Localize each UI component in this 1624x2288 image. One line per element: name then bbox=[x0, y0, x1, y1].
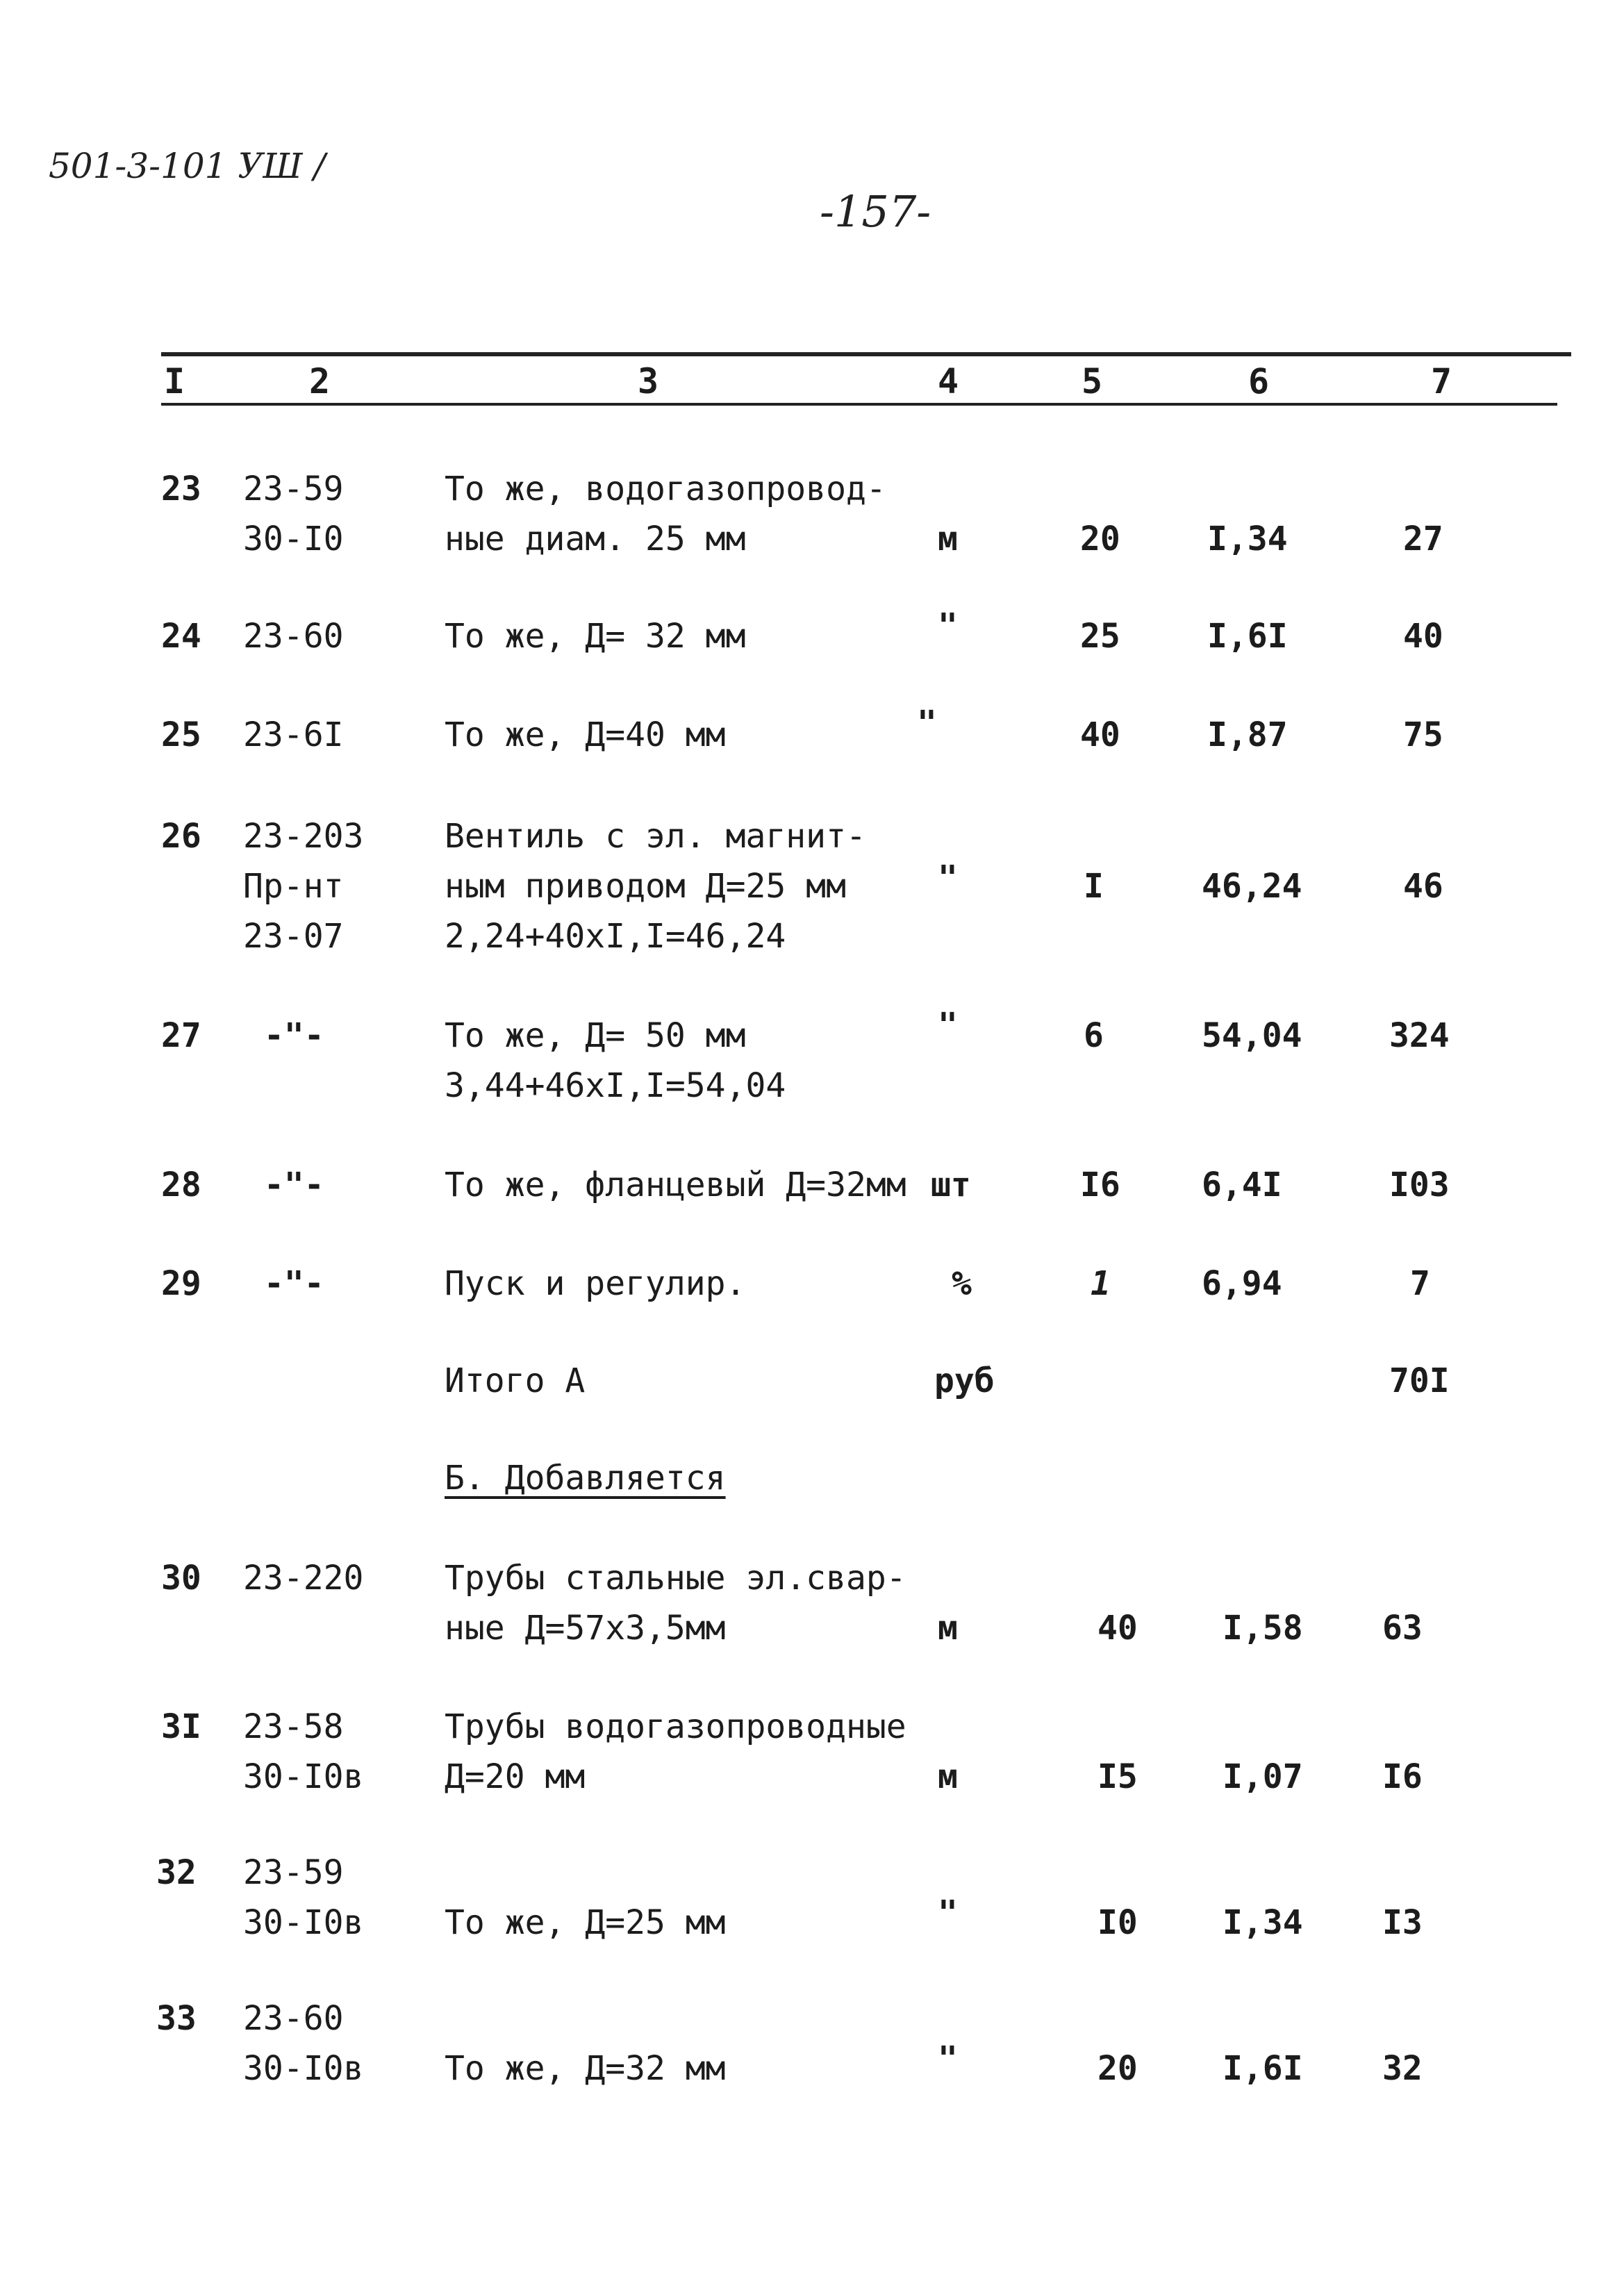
row-number: 28 bbox=[161, 1166, 201, 1204]
row-code: -"- bbox=[264, 1166, 324, 1204]
row-code: 23-59 bbox=[243, 470, 344, 508]
row-description: Д=20 мм bbox=[445, 1757, 586, 1796]
row-unit: " bbox=[938, 1893, 958, 1932]
row-code: 23-59 bbox=[243, 1853, 344, 1892]
row-total: 27 bbox=[1403, 520, 1443, 558]
row-description: ные диам. 25 мм bbox=[445, 520, 746, 558]
row-total: 7 bbox=[1410, 1264, 1430, 1303]
row-unit-price: I,07 bbox=[1223, 1757, 1303, 1796]
row-code: 30-I0в bbox=[243, 1903, 364, 1942]
row-number: 30 bbox=[161, 1559, 201, 1598]
row-unit-price: I,34 bbox=[1223, 1903, 1303, 1942]
row-unit-price: 46,24 bbox=[1202, 867, 1302, 906]
row-total: 46 bbox=[1403, 867, 1443, 906]
row-code: 30-I0 bbox=[243, 520, 344, 558]
row-total: 75 bbox=[1403, 715, 1443, 754]
row-quantity: 6 bbox=[1084, 1016, 1104, 1055]
row-quantity: 40 bbox=[1097, 1609, 1138, 1648]
row-description: То же, Д=40 мм bbox=[445, 715, 726, 754]
row-description: То же, Д=32 мм bbox=[445, 2049, 726, 2088]
row-total: 32 bbox=[1382, 2049, 1423, 2088]
row-code: 30-I0в bbox=[243, 1757, 364, 1796]
row-quantity: 20 bbox=[1097, 2049, 1138, 2088]
row-quantity: 20 bbox=[1080, 520, 1120, 558]
row-code: 23-07 bbox=[243, 917, 344, 956]
row-number: 3I bbox=[161, 1707, 201, 1746]
row-code: 23-203 bbox=[243, 817, 364, 856]
column-header-3: 3 bbox=[638, 361, 659, 401]
row-number: 27 bbox=[161, 1016, 201, 1055]
row-total: 324 bbox=[1389, 1016, 1450, 1055]
row-total: I6 bbox=[1382, 1757, 1423, 1796]
row-code: 30-I0в bbox=[243, 2049, 364, 2088]
row-description: Трубы стальные эл.свар- bbox=[445, 1559, 906, 1598]
subtotal-label: Итого А bbox=[445, 1361, 586, 1400]
row-quantity: 1 bbox=[1091, 1264, 1111, 1303]
row-number: 23 bbox=[161, 470, 201, 508]
row-unit-price: I,58 bbox=[1223, 1609, 1303, 1648]
row-number: 25 bbox=[161, 715, 201, 754]
row-unit-price: 6,4I bbox=[1202, 1166, 1282, 1204]
column-header-1: I bbox=[164, 361, 185, 401]
row-description: 2,24+40хI,I=46,24 bbox=[445, 917, 786, 956]
subtotal-unit: руб bbox=[934, 1361, 995, 1400]
row-description: ным приводом Д=25 мм bbox=[445, 867, 846, 906]
row-total: I3 bbox=[1382, 1903, 1423, 1942]
row-unit: % bbox=[952, 1264, 972, 1303]
row-number: 33 bbox=[156, 1999, 197, 2038]
document-code: 501-3-101 УШ / bbox=[49, 146, 326, 186]
row-description: То же, Д= 32 мм bbox=[445, 617, 746, 656]
row-quantity: I0 bbox=[1097, 1903, 1138, 1942]
row-unit-price: I,87 bbox=[1207, 715, 1288, 754]
row-unit: шт bbox=[931, 1166, 971, 1204]
row-description: То же, водогазопровод- bbox=[445, 470, 886, 508]
row-unit: " bbox=[938, 1006, 958, 1045]
row-code: 23-6I bbox=[243, 715, 344, 754]
row-total: 63 bbox=[1382, 1609, 1423, 1648]
row-description: Трубы водогазопроводные bbox=[445, 1707, 906, 1746]
row-description: Вентиль с эл. магнит- bbox=[445, 817, 866, 856]
row-description: Пуск и регулир. bbox=[445, 1264, 746, 1303]
row-description: ные Д=57х3,5мм bbox=[445, 1609, 726, 1648]
row-total: I03 bbox=[1389, 1166, 1450, 1204]
row-description: 3,44+46хI,I=54,04 bbox=[445, 1066, 786, 1105]
row-description: То же, Д= 50 мм bbox=[445, 1016, 746, 1055]
row-unit-price: I,6I bbox=[1223, 2049, 1303, 2088]
row-unit-price: 54,04 bbox=[1202, 1016, 1302, 1055]
row-unit: " bbox=[938, 859, 958, 897]
row-quantity: I6 bbox=[1080, 1166, 1120, 1204]
row-unit: " bbox=[938, 606, 958, 645]
row-unit: м bbox=[938, 1757, 958, 1796]
row-code: 23-60 bbox=[243, 617, 344, 656]
column-header-7: 7 bbox=[1431, 361, 1452, 401]
row-quantity: I5 bbox=[1097, 1757, 1138, 1796]
row-unit-price: I,34 bbox=[1207, 520, 1288, 558]
row-quantity: 25 bbox=[1080, 617, 1120, 656]
row-unit-price: I,6I bbox=[1207, 617, 1288, 656]
row-code: Пр-нт bbox=[243, 867, 344, 906]
row-total: 40 bbox=[1403, 617, 1443, 656]
column-header-4: 4 bbox=[938, 361, 959, 401]
table-top-rule bbox=[161, 352, 1571, 356]
row-description: То же, фланцевый Д=32мм bbox=[445, 1166, 906, 1204]
table-header-rule bbox=[161, 403, 1557, 406]
row-quantity: 40 bbox=[1080, 715, 1120, 754]
subtotal-total: 70I bbox=[1389, 1361, 1450, 1400]
row-code: 23-220 bbox=[243, 1559, 364, 1598]
row-code: -"- bbox=[264, 1016, 324, 1055]
row-number: 29 bbox=[161, 1264, 201, 1303]
row-code: -"- bbox=[264, 1264, 324, 1303]
row-unit: " bbox=[938, 2039, 958, 2078]
row-unit: " bbox=[917, 704, 937, 743]
column-header-5: 5 bbox=[1082, 361, 1103, 401]
row-unit: м bbox=[938, 1609, 958, 1648]
section-heading: Б. Добавляется bbox=[445, 1459, 726, 1498]
column-header-6: 6 bbox=[1248, 361, 1270, 401]
row-unit-price: 6,94 bbox=[1202, 1264, 1282, 1303]
row-code: 23-60 bbox=[243, 1999, 344, 2038]
column-header-2: 2 bbox=[309, 361, 331, 401]
row-description: То же, Д=25 мм bbox=[445, 1903, 726, 1942]
row-number: 32 bbox=[156, 1853, 197, 1892]
page-number: -157- bbox=[820, 186, 931, 237]
row-unit: м bbox=[938, 520, 958, 558]
row-number: 26 bbox=[161, 817, 201, 856]
row-code: 23-58 bbox=[243, 1707, 344, 1746]
row-quantity: I bbox=[1084, 867, 1104, 906]
row-number: 24 bbox=[161, 617, 201, 656]
